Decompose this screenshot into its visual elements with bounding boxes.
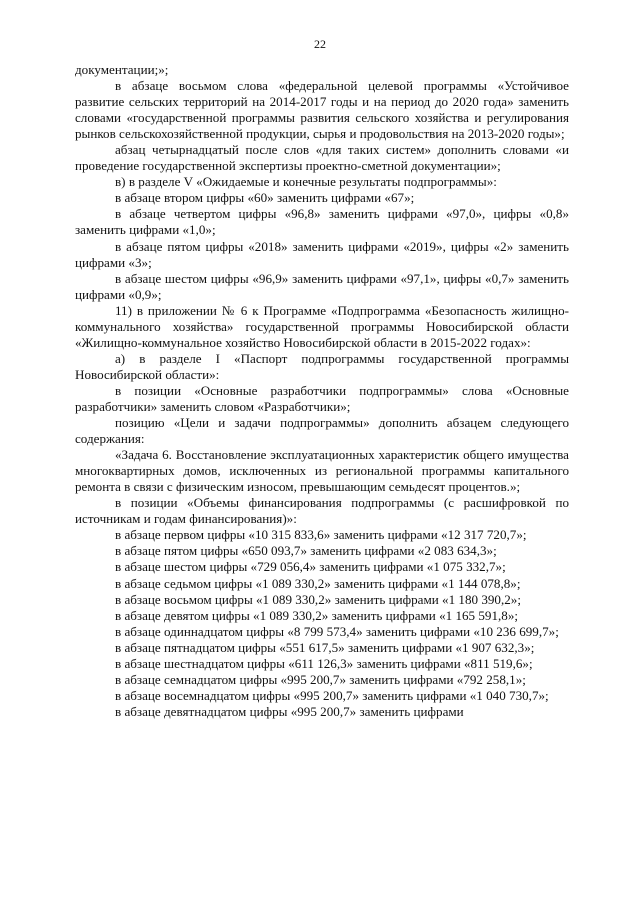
paragraph: в абзаце одиннадцатом цифры «8 799 573,4» заменить цифрами «10 236 699,7»;: [115, 623, 559, 639]
paragraph: документации;»;: [75, 62, 169, 77]
paragraph: «Задача 6. Восстановление эксплуатационных характеристик общего имущества многоквартирных домов, исключенных из региональной программы капитального ремонта в связи с физическим износом, превышающим семьдесят процентов.»;: [75, 447, 569, 495]
paragraph: в абзаце шестом цифры «96,9» заменить цифрами «97,1», цифры «0,7» заменить цифрами «0,9»;: [75, 270, 569, 302]
page-number: 22: [314, 37, 326, 51]
paragraph: абзац четырнадцатый после слов «для таких систем» дополнить словами «и проведение государственной экспертизы проектно-сметной документации»;: [75, 142, 569, 174]
paragraph: в абзаце пятом цифры «2018» заменить цифрами «2019», цифры «2» заменить цифрами «3»;: [75, 238, 569, 270]
paragraph: в абзаце семнадцатом цифры «995 200,7» заменить цифрами «792 258,1»;: [115, 671, 526, 687]
paragraph: в абзаце восемнадцатом цифры «995 200,7» заменить цифрами «1 040 730,7»;: [115, 687, 549, 703]
paragraph: в абзаце четвертом цифры «96,8» заменить цифрами «97,0», цифры «0,8» заменить цифрами «1,0»;: [75, 206, 569, 238]
document-body: [75, 62, 569, 720]
paragraph: в абзаце девятом цифры «1 089 330,2» заменить цифрами «1 165 591,8»;: [115, 607, 519, 623]
paragraph: в абзаце девятнадцатом цифры «995 200,7» заменить цифрами: [115, 703, 464, 719]
paragraph: в абзаце шестнадцатом цифры «611 126,3» заменить цифрами «811 519,6»;: [115, 655, 533, 671]
paragraph: в абзаце шестом цифры «729 056,4» заменить цифрами «1 075 332,7»;: [115, 559, 506, 575]
paragraph: позицию «Цели и задачи подпрограммы» дополнить абзацем следующего содержания:: [75, 415, 569, 447]
paragraph: а) в разделе I «Паспорт подпрограммы государственной программы Новосибирской области»:: [75, 350, 569, 382]
paragraph: в абзаце седьмом цифры «1 089 330,2» заменить цифрами «1 144 078,8»;: [115, 575, 521, 591]
paragraph: в абзаце пятом цифры «650 093,7» заменить цифрами «2 083 634,3»;: [115, 543, 497, 559]
paragraph: в позиции «Основные разработчики подпрограммы» слова «Основные разработчики» заменить словом «Разработчики»;: [75, 382, 569, 414]
paragraph: в абзаце первом цифры «10 315 833,6» заменить цифрами «12 317 720,7»;: [115, 527, 527, 543]
paragraph: в позиции «Объемы финансирования подпрограммы (с расшифровкой по источникам и годам финансирования)»:: [75, 495, 569, 527]
paragraph: в) в разделе V «Ожидаемые и конечные результаты подпрограммы»:: [115, 174, 497, 190]
paragraph: 11) в приложении № 6 к Программе «Подпрограмма «Безопасность жилищно-коммунального хозяйства» государственной программы Новосибирской области «Жилищно-коммунальное хозяйство Новосибирской области в 2015-2022 годах»:: [75, 302, 569, 350]
paragraph: в абзаце восьмом цифры «1 089 330,2» заменить цифрами «1 180 390,2»;: [115, 591, 521, 607]
paragraph: в абзаце втором цифры «60» заменить цифрами «67»;: [115, 190, 415, 206]
paragraph: в абзаце пятнадцатом цифры «551 617,5» заменить цифрами «1 907 632,3»;: [115, 639, 535, 655]
paragraph: в абзаце восьмом слова «федеральной целевой программы «Устойчивое развитие сельских территорий на 2014-2017 годы и на период до 2020 года» заменить словами «государственной программы развития сельского хозяйства и регулирования рынков сельскохозяйственной продукции, сырья и продовольствия на 2013-2020 годы»;: [75, 78, 569, 142]
